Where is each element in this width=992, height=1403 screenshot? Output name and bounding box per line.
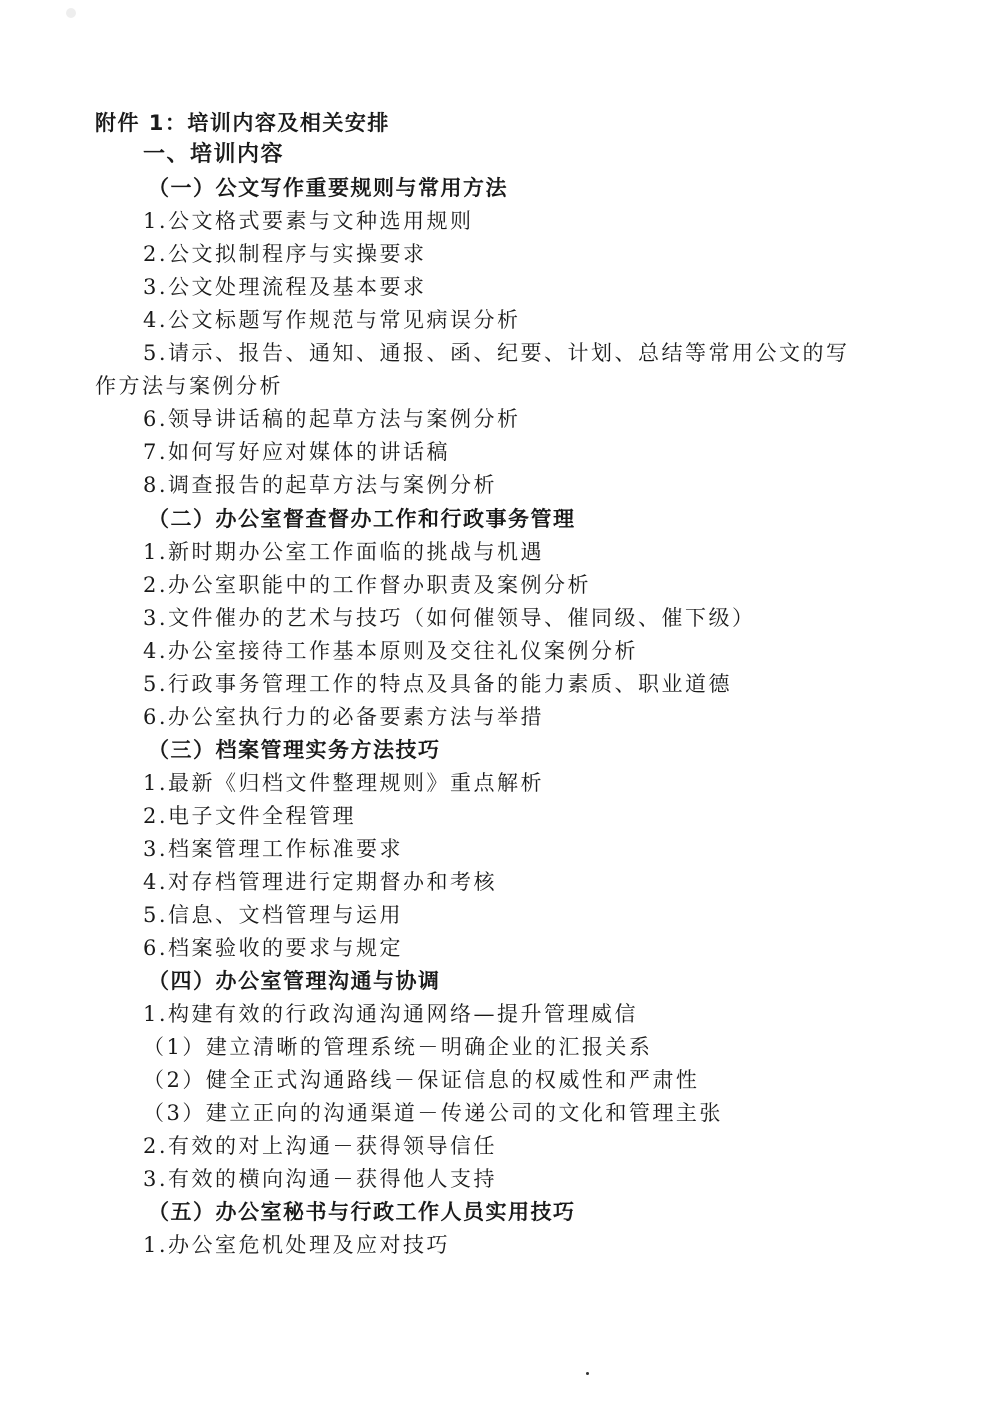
list-item: 3.公文处理流程及基本要求 xyxy=(143,275,427,299)
list-item: 4.对存档管理进行定期督办和考核 xyxy=(143,870,498,894)
sub-list-item: （1）建立清晰的管理系统－明确企业的汇报关系 xyxy=(143,1035,653,1059)
sub-list-item: （3）建立正向的沟通渠道－传递公司的文化和管理主张 xyxy=(143,1101,723,1125)
section-title: 一、培训内容 xyxy=(143,142,285,167)
list-item: 3.文件催办的艺术与技巧（如何催领导、催同级、催下级） xyxy=(143,606,756,630)
list-item: 5.请示、报告、通知、通报、函、纪要、计划、总结等常用公文的写 xyxy=(143,341,850,365)
list-item: 2.办公室职能中的工作督办职责及案例分析 xyxy=(143,573,592,597)
list-item: 6.档案验收的要求与规定 xyxy=(143,936,404,960)
list-item: 6.办公室执行力的必备要素方法与举措 xyxy=(143,705,545,729)
attachment-title: 附件 1：培训内容及相关安排 xyxy=(95,111,390,135)
list-item-continuation: 作方法与案例分析 xyxy=(95,374,283,398)
list-item: 5.信息、文档管理与运用 xyxy=(143,903,404,927)
list-item: 1.构建有效的行政沟通沟通网络—提升管理威信 xyxy=(143,1002,639,1026)
list-item: 1.办公室危机处理及应对技巧 xyxy=(143,1233,451,1257)
list-item: 8.调查报告的起草方法与案例分析 xyxy=(143,473,498,497)
module-heading: （一）公文写作重要规则与常用方法 xyxy=(148,176,508,200)
module-heading: （五）办公室秘书与行政工作人员实用技巧 xyxy=(148,1200,576,1224)
list-item: 4.公文标题写作规范与常见病误分析 xyxy=(143,308,521,332)
list-item: 2.电子文件全程管理 xyxy=(143,804,357,828)
list-item: 3.档案管理工作标准要求 xyxy=(143,837,404,861)
module-heading: （三）档案管理实务方法技巧 xyxy=(148,738,441,762)
list-item: 1.最新《归档文件整理规则》重点解析 xyxy=(143,771,545,795)
scan-artifact xyxy=(66,8,76,18)
module-heading: （四）办公室管理沟通与协调 xyxy=(148,969,441,993)
list-item: 1.新时期办公室工作面临的挑战与机遇 xyxy=(143,540,545,564)
list-item: 3.有效的横向沟通－获得他人支持 xyxy=(143,1167,498,1191)
module-heading: （二）办公室督查督办工作和行政事务管理 xyxy=(148,507,576,531)
list-item: 6.领导讲话稿的起草方法与案例分析 xyxy=(143,407,521,431)
list-item: 2.有效的对上沟通－获得领导信任 xyxy=(143,1134,498,1158)
sub-list-item: （2）健全正式沟通路线－保证信息的权威性和严肃性 xyxy=(143,1068,700,1092)
list-item: 5.行政事务管理工作的特点及具备的能力素质、职业道德 xyxy=(143,672,733,696)
list-item: 4.办公室接待工作基本原则及交往礼仪案例分析 xyxy=(143,639,639,663)
scan-dot xyxy=(586,1372,589,1375)
list-item: 2.公文拟制程序与实操要求 xyxy=(143,242,427,266)
list-item: 7.如何写好应对媒体的讲话稿 xyxy=(143,440,451,464)
list-item: 1.公文格式要素与文种选用规则 xyxy=(143,209,474,233)
